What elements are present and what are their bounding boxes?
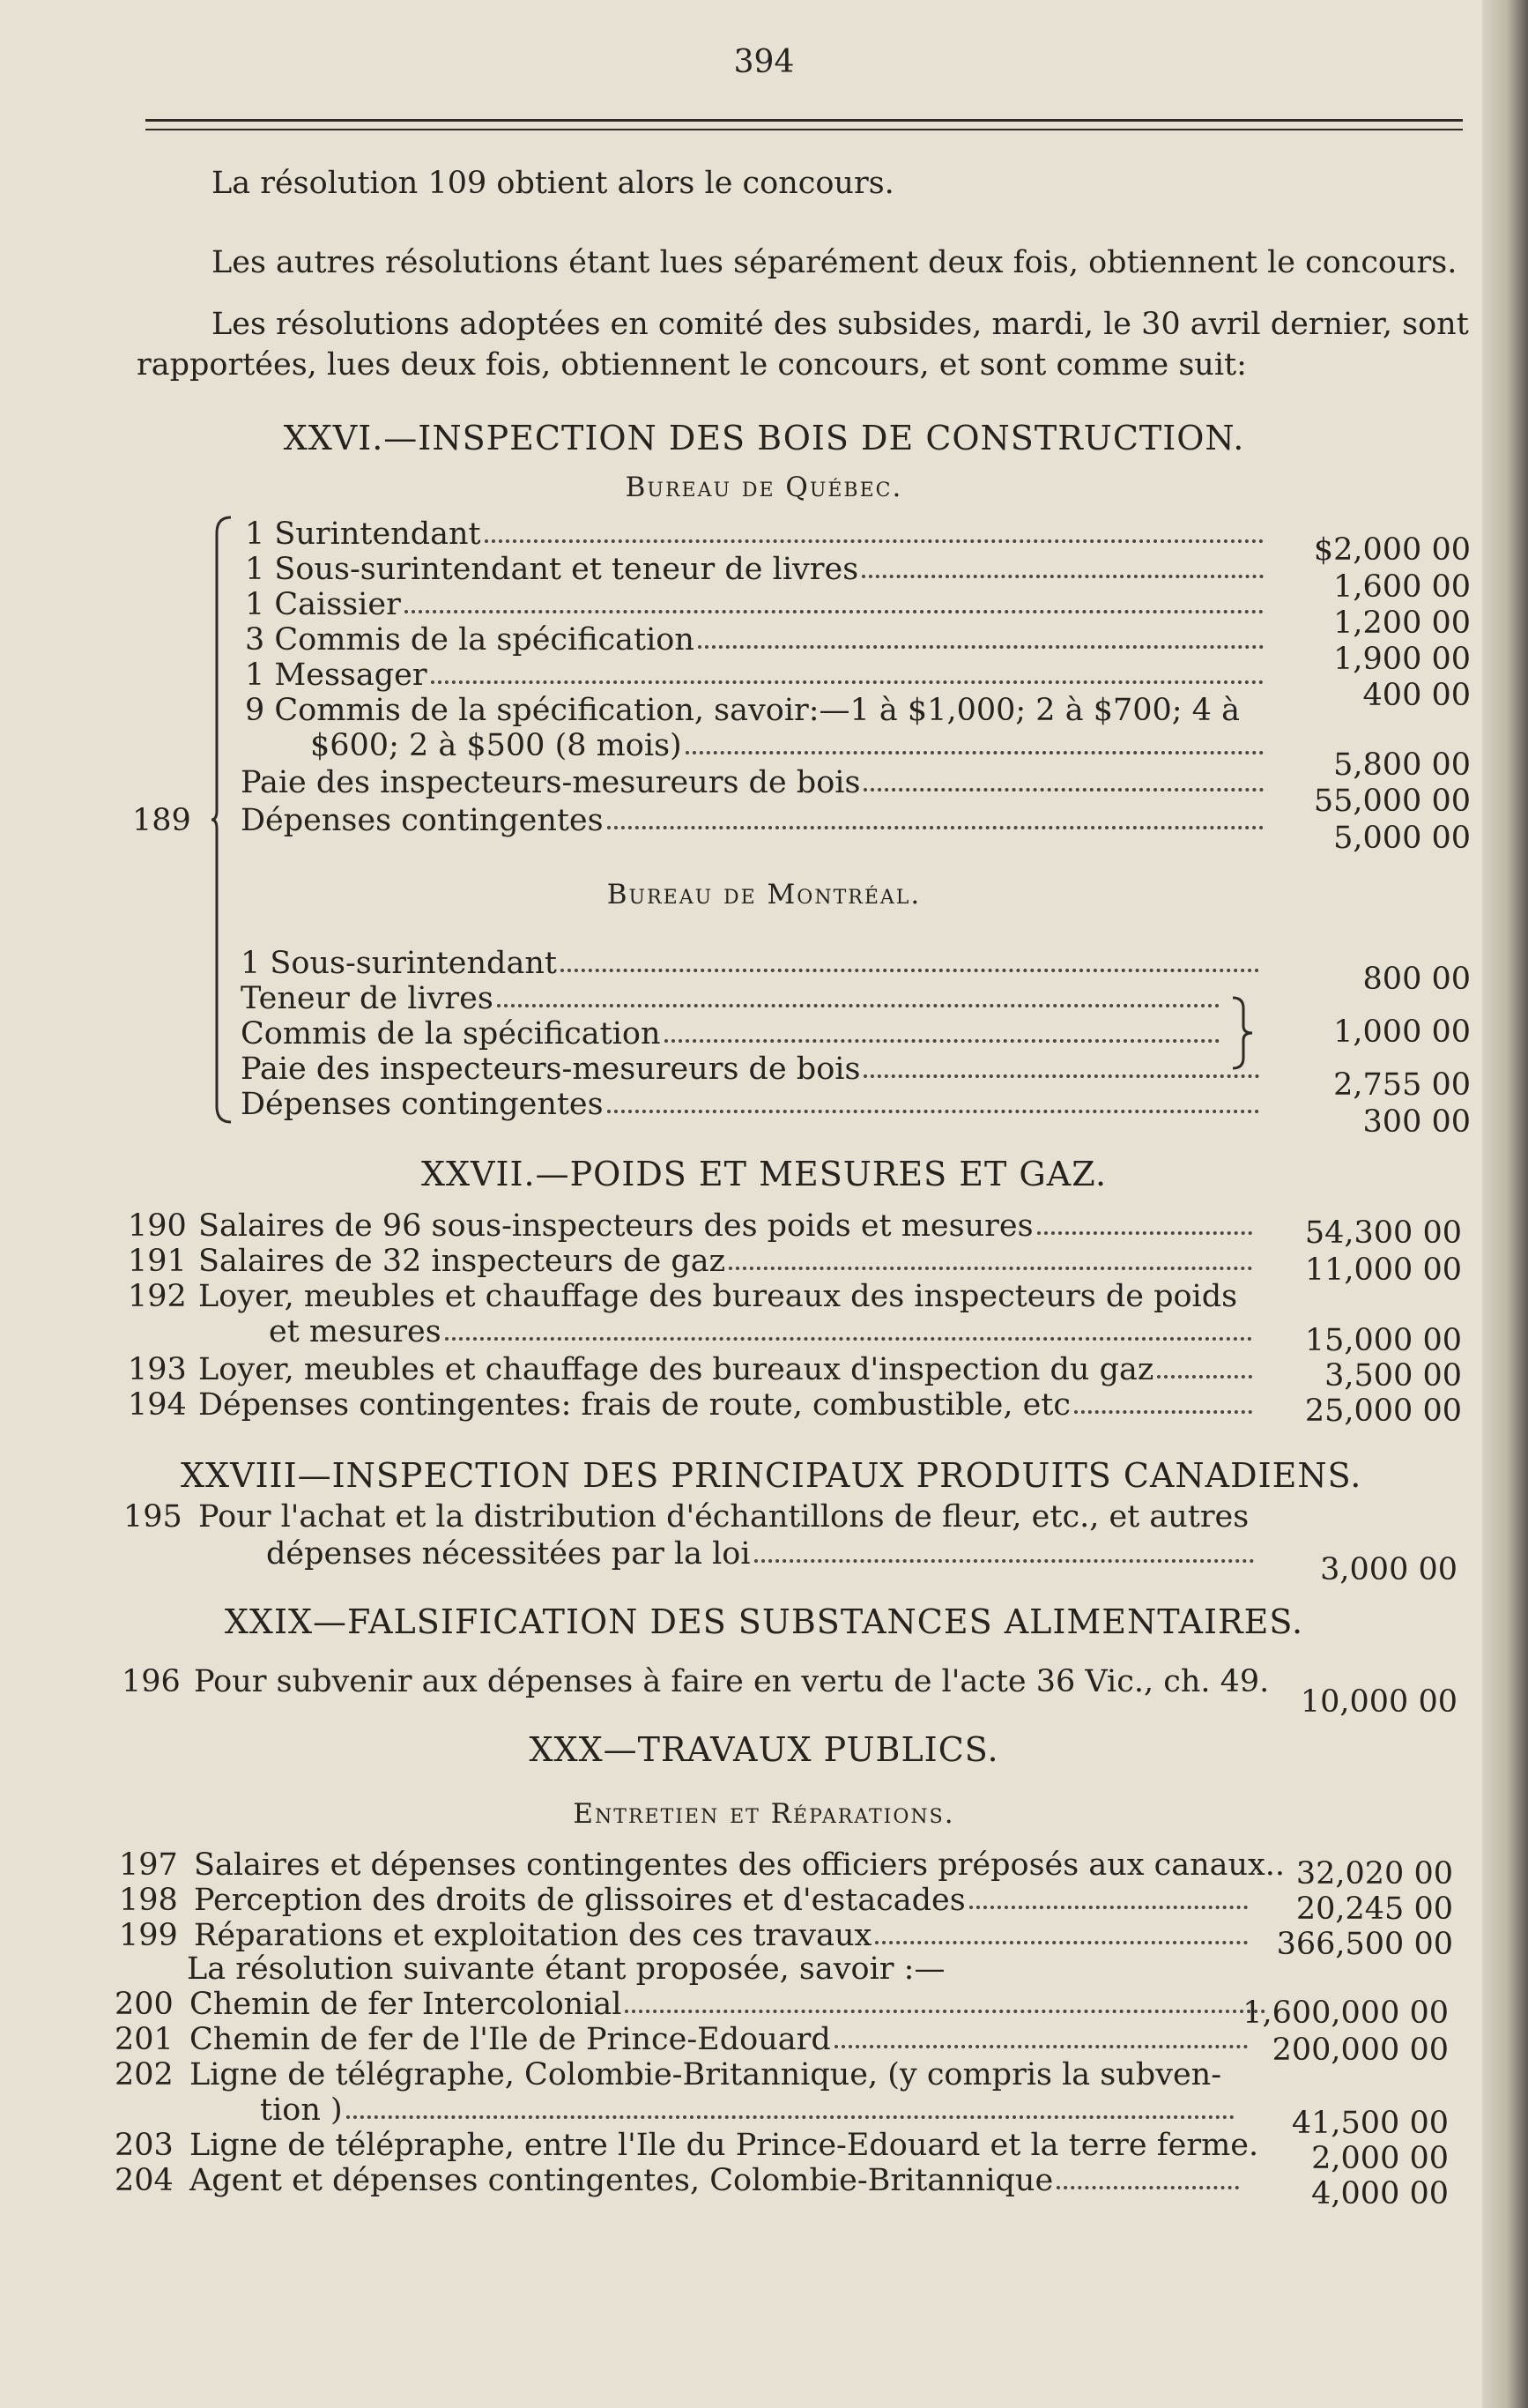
budget-amount: 3,500 00 <box>1324 1358 1462 1394</box>
montreal-item: Paie des inspecteurs-mesureurs de bois <box>241 1051 1263 1088</box>
quebec-amount: 5,800 00 <box>1333 747 1471 783</box>
budget-item: 196 Pour subvenir aux dépenses à faire en vertu de l'acte 36 Vic., ch. 49. <box>122 1664 1270 1699</box>
budget-item: 197 Salaires et dépenses contingentes des officiers préposés aux canaux.. <box>119 1847 1286 1883</box>
quebec-item: 1 Caissier <box>245 586 1267 623</box>
budget-amount: 1,600,000 00 <box>1242 1996 1449 2031</box>
budget-amount: 11,000 00 <box>1304 1252 1462 1288</box>
budget-item: 190 Salaires de 96 sous-inspecteurs des poids et mesures <box>128 1208 1256 1245</box>
budget-amount: 25,000 00 <box>1304 1394 1462 1429</box>
quebec-item: Paie des inspecteurs-mesureurs de bois <box>241 764 1267 801</box>
bureau-quebec-title: Bureau de Québec. <box>625 472 903 503</box>
resolution-number-189: 189 <box>132 803 191 838</box>
budget-amount: 41,500 00 <box>1291 2106 1449 2141</box>
section-xxx-subtitle: Entretien et Réparations. <box>573 1798 955 1830</box>
budget-item: 192 Loyer, meubles et chauffage des bureaux des inspecteurs de poids <box>128 1279 1238 1314</box>
intro-paragraph-1: La résolution 109 obtient alors le concours. <box>211 166 894 201</box>
section-xxx-title: XXX—TRAVAUX PUBLICS. <box>529 1730 999 1769</box>
montreal-sub-brace <box>1229 996 1256 1070</box>
montreal-amount: 300 00 <box>1362 1104 1471 1140</box>
quebec-item: 1 Messager <box>245 657 1267 694</box>
quebec-amount: 1,900 00 <box>1333 642 1471 677</box>
quebec-item-continuation: $600; 2 à $500 (8 mois) <box>310 727 1267 764</box>
budget-item: 194 Dépenses contingentes: frais de route, combustible, etc <box>128 1386 1256 1423</box>
budget-amount: 54,300 00 <box>1304 1215 1462 1251</box>
quebec-amount: 1,200 00 <box>1333 606 1471 641</box>
header-rule-thin <box>145 129 1463 130</box>
proposal-text: La résolution suivante étant proposée, savoir :— <box>187 1951 946 1987</box>
budget-amount: 10,000 00 <box>1300 1684 1458 1720</box>
budget-item: 193 Loyer, meubles et chauffage des bureaux d'inspection du gaz <box>128 1351 1256 1388</box>
budget-item: 204 Agent et dépenses contingentes, Colombie-Britannique <box>115 2162 1242 2199</box>
quebec-item: 9 Commis de la spécification, savoir:—1 à $1,000; 2 à $700; 4 à <box>245 693 1240 728</box>
quebec-item: 3 Commis de la spécification <box>245 621 1267 658</box>
quebec-item: 1 Surintendant <box>245 516 1267 553</box>
header-rule <box>145 119 1463 122</box>
montreal-item: 1 Sous-surintendant <box>241 945 1263 982</box>
budget-amount: 200,000 00 <box>1272 2033 1449 2068</box>
montreal-amount: 1,000 00 <box>1333 1014 1471 1050</box>
resolution-189-brace <box>210 516 234 1124</box>
budget-item: 191 Salaires de 32 inspecteurs de gaz <box>128 1243 1256 1280</box>
budget-item: 198 Perception des droits de glissoires et d'estacades <box>119 1882 1251 1919</box>
montreal-item: Teneur de livres <box>241 980 1223 1017</box>
book-spine-shadow <box>1482 0 1528 2408</box>
budget-amount: 4,000 00 <box>1311 2176 1449 2211</box>
page-number: 394 <box>733 44 795 80</box>
quebec-amount: 400 00 <box>1362 678 1471 713</box>
budget-amount: 32,020 00 <box>1295 1856 1453 1891</box>
intro-paragraph-3: Les résolutions adoptées en comité des subsides, mardi, le 30 avril dernier, sont rapportées, lues deux fois, obtiennent le concours, et sont comme suit: <box>137 307 1469 383</box>
budget-item-continuation: et mesures <box>269 1313 1256 1350</box>
budget-item-continuation: dépenses nécessitées par la loi <box>266 1535 1257 1572</box>
quebec-amount: 1,600 00 <box>1333 569 1471 605</box>
budget-item: 203 Ligne de télépraphe, entre l'Ile du Prince-Edouard et la terre ferme. <box>115 2128 1259 2163</box>
budget-item: 202 Ligne de télégraphe, Colombie-Britannique, (y compris la subven- <box>115 2057 1222 2092</box>
budget-amount: 20,245 00 <box>1295 1891 1453 1927</box>
section-xxix-title: XXIX—FALSIFICATION DES SUBSTANCES ALIMENTAIRES. <box>224 1602 1304 1641</box>
budget-amount: 3,000 00 <box>1320 1552 1458 1587</box>
budget-item: 199 Réparations et exploitation des ces travaux <box>119 1917 1251 1954</box>
intro-paragraph-2: Les autres résolutions étant lues séparément deux fois, obtiennent le concours. <box>211 245 1458 280</box>
quebec-item: 1 Sous-surintendant et teneur de livres <box>245 551 1267 588</box>
quebec-amount: 5,000 00 <box>1333 821 1471 856</box>
section-xxvi-title: XXVI.—INSPECTION DES BOIS DE CONSTRUCTION. <box>283 419 1245 457</box>
montreal-amount: 2,755 00 <box>1333 1067 1471 1103</box>
budget-amount: 366,500 00 <box>1276 1927 1453 1962</box>
quebec-amount: $2,000 00 <box>1313 532 1471 568</box>
budget-item-continuation: tion ) <box>260 2092 1238 2129</box>
section-xxviii-title: XXVIII—INSPECTION DES PRINCIPAUX PRODUITS CANADIENS. <box>181 1456 1362 1495</box>
montreal-amount: 800 00 <box>1362 962 1471 997</box>
budget-item: 201 Chemin de fer de l'Ile de Prince-Edouard <box>115 2021 1251 2058</box>
budget-item: 200 Chemin de fer Intercolonial <box>115 1986 1269 2023</box>
budget-item: 195 Pour l'achat et la distribution d'échantillons de fleur, etc., et autres <box>123 1499 1250 1535</box>
quebec-item: Dépenses contingentes <box>241 802 1267 839</box>
montreal-item: Dépenses contingentes <box>241 1086 1263 1123</box>
bureau-montreal-title: Bureau de Montréal. <box>606 879 922 910</box>
section-xxvii-title: XXVII.—POIDS ET MESURES ET GAZ. <box>420 1155 1108 1193</box>
montreal-item: Commis de la spécification <box>241 1015 1223 1052</box>
quebec-amount: 55,000 00 <box>1313 784 1471 819</box>
budget-amount: 2,000 00 <box>1311 2141 1449 2176</box>
budget-amount: 15,000 00 <box>1304 1323 1462 1358</box>
